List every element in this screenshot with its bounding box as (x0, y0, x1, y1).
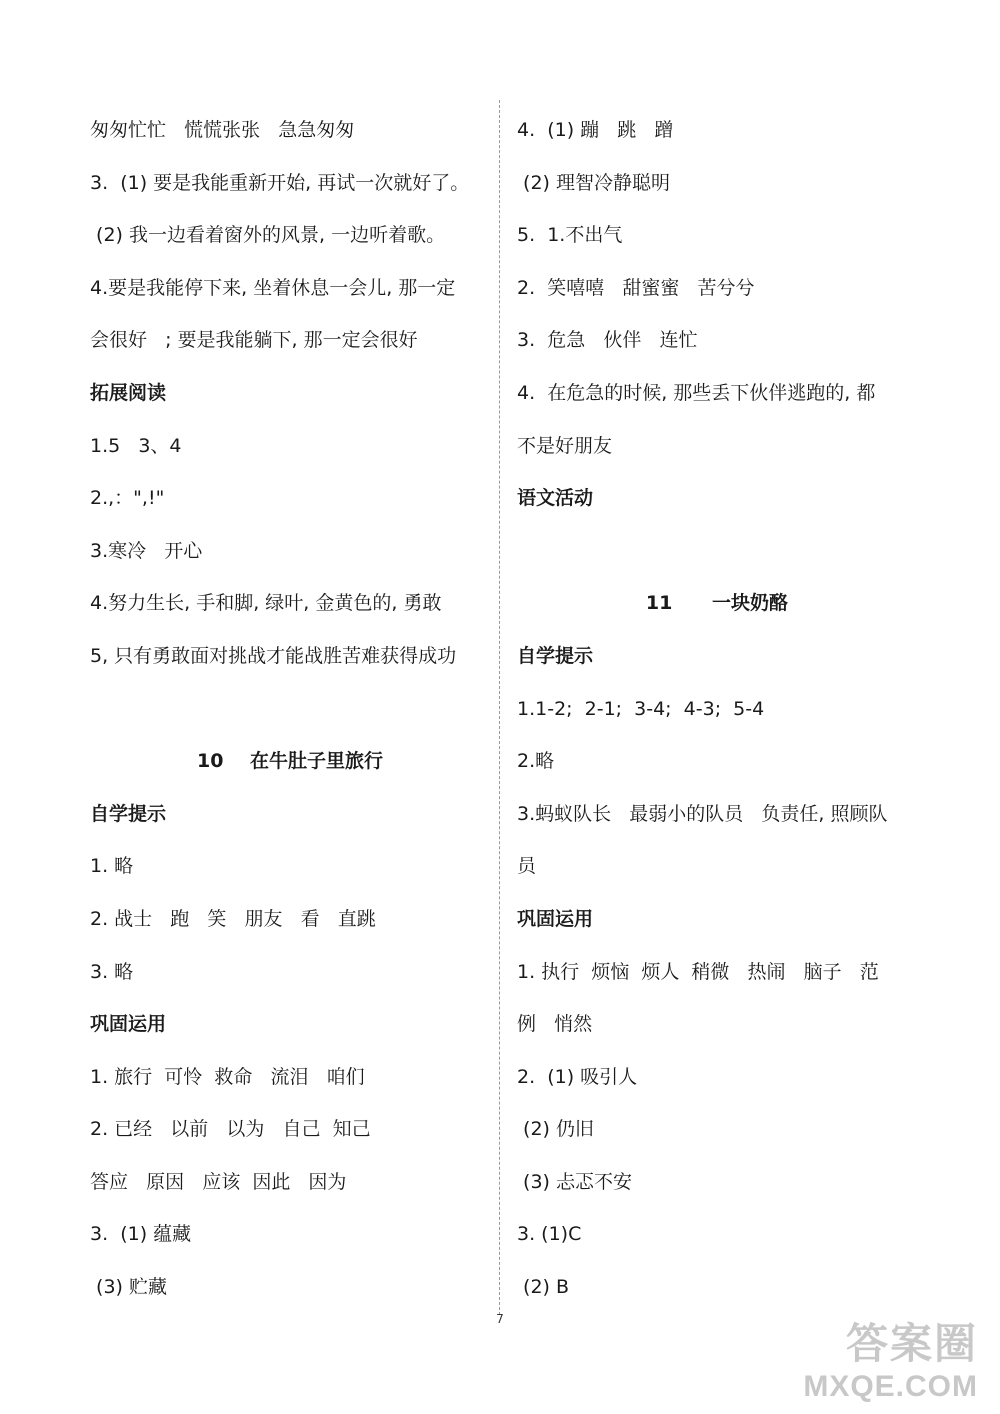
answer-line: 1. 旅行 可怜 救命 流泪 咱们 (90, 1065, 365, 1088)
answer-line: 3.寒冷 开心 (90, 539, 203, 562)
answer-line: 3. 危急 伙伴 连忙 (517, 329, 698, 352)
section-heading: 自学提示 (90, 802, 167, 825)
watermark-url: MXQE.COM (803, 1370, 978, 1403)
answer-line: 1.1-2; 2-1; 3-4; 4-3; 5-4 (517, 697, 765, 720)
answer-line: 1.5 3、4 (90, 434, 182, 457)
answer-line: 2.略 (517, 750, 555, 773)
answer-line: (2) 我一边看着窗外的风景, 一边听着歌。 (90, 224, 446, 247)
spacer (90, 683, 490, 736)
answer-line: 2. 笑嘻嘻 甜蜜蜜 苦兮兮 (517, 276, 755, 299)
answer-line: 答应 原因 应该 因此 因为 (90, 1170, 347, 1193)
answer-line: 2. 已经 以前 以为 自己 知己 (90, 1118, 371, 1141)
answer-line: 5. 1.不出气 (517, 224, 623, 247)
answer-line: (2) B (517, 1276, 570, 1299)
watermark-logo (778, 1318, 978, 1408)
answer-line: (3) 贮藏 (90, 1276, 167, 1299)
answer-line: 2. (1) 吸引人 (517, 1065, 638, 1088)
watermark-text: 答案圈 (845, 1320, 978, 1367)
section-heading: 语文活动 (517, 487, 594, 510)
answer-line: 3. (1) 要是我能重新开始, 再试一次就好了。 (90, 171, 470, 194)
answer-line: 4.要是我能停下来, 坐着休息一会儿, 那一定 (90, 276, 456, 299)
answer-line: 匆匆忙忙 慌慌张张 急急匆匆 (90, 119, 355, 141)
answer-line: 2.,：",!" (90, 487, 165, 510)
section-heading: 巩固运用 (517, 907, 594, 930)
answer-line: 3. (1)C (517, 1223, 582, 1246)
answer-line: 3. 略 (90, 960, 134, 983)
answer-line: 4. (1) 蹦 跳 蹭 (517, 119, 674, 141)
answer-line: 1. 略 (90, 855, 134, 878)
answer-line: 2. 战士 跑 笑 朋友 看 直跳 (90, 907, 376, 930)
answer-line: 5, 只有勇敢面对挑战才能战胜苦难获得成功 (90, 644, 457, 667)
answer-line: 会很好 ; 要是我能躺下, 那一定会很好 (90, 329, 418, 352)
answer-line: 3. (1) 蕴藏 (90, 1223, 192, 1246)
answer-line: 不是好朋友 (517, 434, 613, 457)
answer-line: 1. 执行 烦恼 烦人 稍微 热闹 脑子 范 (517, 960, 879, 983)
spacer (517, 525, 917, 578)
section-heading: 巩固运用 (90, 1013, 167, 1036)
answer-line: 4.努力生长, 手和脚, 绿叶, 金黄色的, 勇敢 (90, 592, 442, 615)
chapter-title: 10 在牛肚子里旅行 (197, 750, 383, 773)
answer-line: 4. 在危急的时候, 那些丢下伙伴逃跑的, 都 (517, 381, 876, 404)
right-column (517, 104, 917, 1314)
answer-line: 3.蚂蚁队长 最弱小的队员 负责任, 照顾队 (517, 802, 888, 825)
section-heading: 自学提示 (517, 644, 594, 667)
answer-line: 例 悄然 (517, 1013, 593, 1036)
section-heading: 拓展阅读 (90, 381, 167, 404)
answer-line: 员 (517, 855, 537, 878)
page-number: 7 (496, 1312, 504, 1326)
answer-line: (2) 仍旧 (517, 1118, 594, 1141)
column-divider (499, 100, 500, 1315)
chapter-title: 11 一块奶酪 (645, 592, 789, 615)
answer-line: (3) 忐忑不安 (517, 1170, 632, 1193)
left-column (90, 104, 490, 1314)
answer-line: (2) 理智冷静聪明 (517, 171, 670, 194)
